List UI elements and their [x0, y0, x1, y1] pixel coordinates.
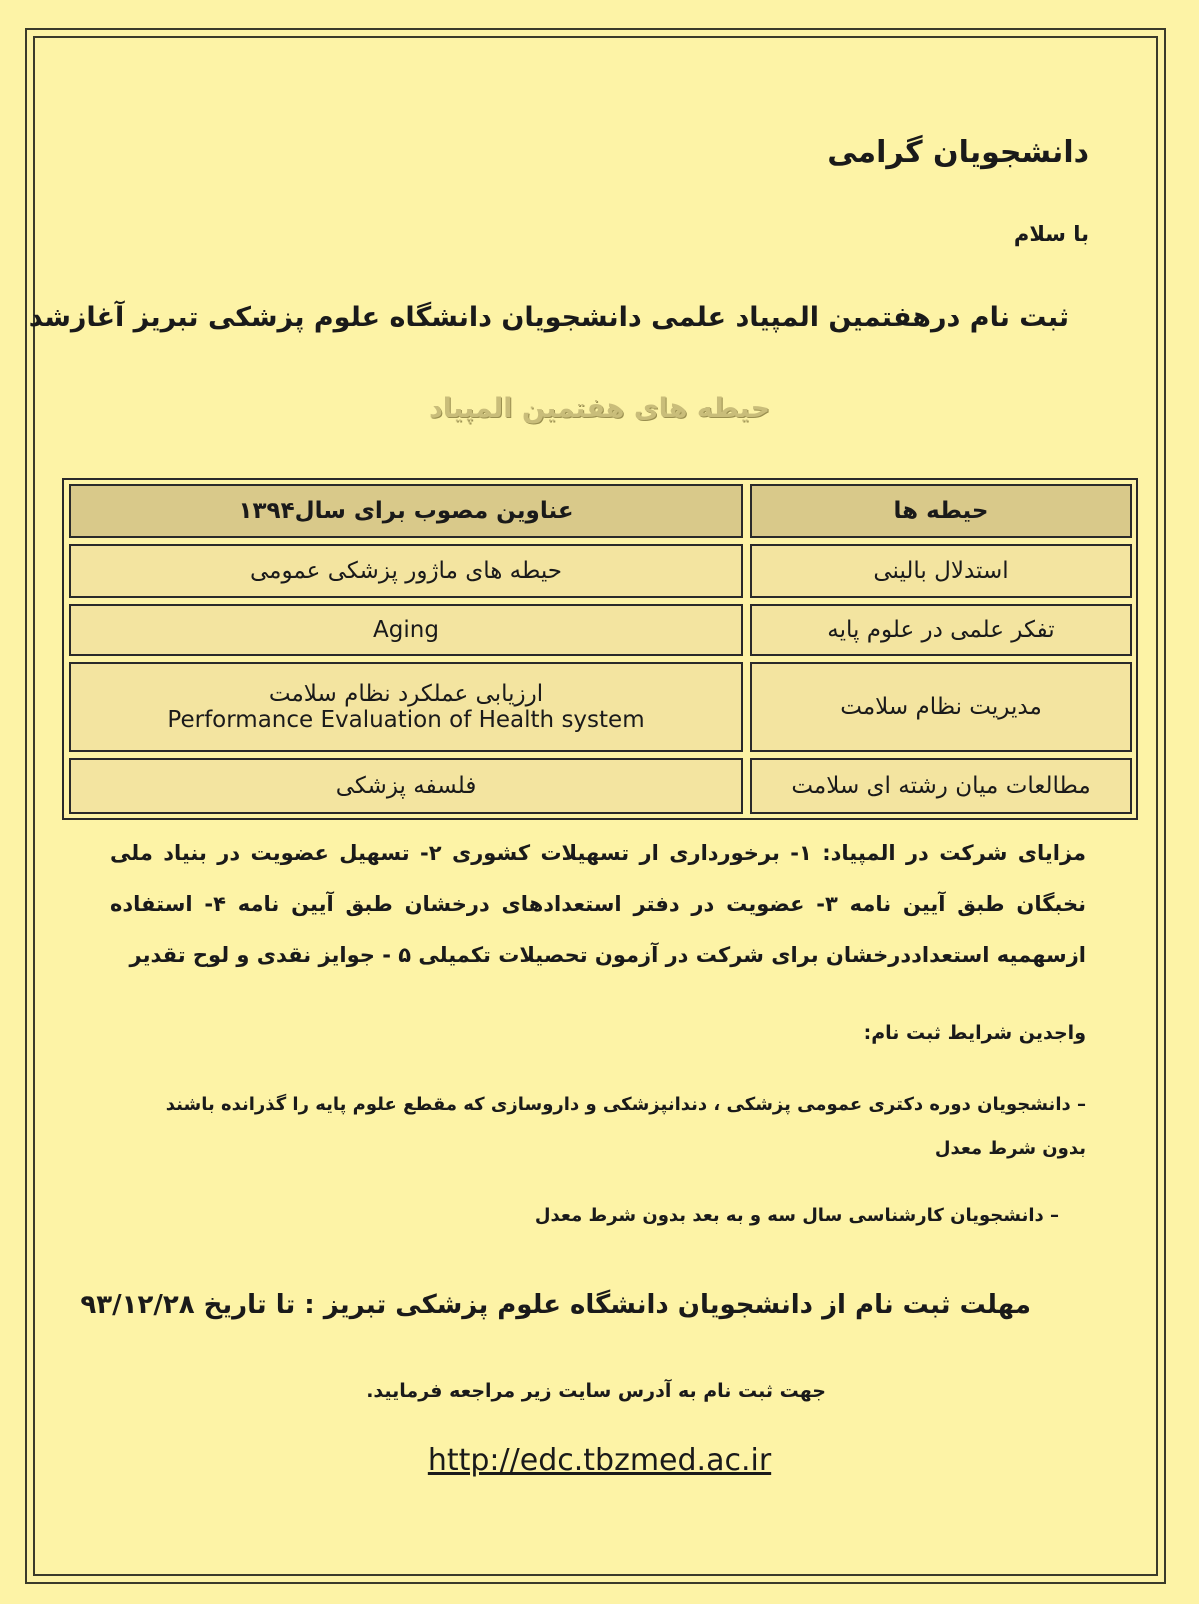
table-row [68, 604, 1132, 656]
domain-label: تفکر علمی در علوم پایه [827, 617, 1055, 643]
topic-cell [69, 758, 743, 814]
instructions: جهت ثبت نام به آدرس سایت زیر مراجعه فرمایید. [366, 1380, 826, 1402]
domains-table [62, 478, 1138, 820]
deadline: مهلت ثبت نام از دانشجویان دانشگاه علوم پزشکی تبریز : تا تاریخ ۹۳/۱۲/۲۸ [80, 1290, 1031, 1320]
section-title: حیطه های هفتمین المپیاد [428, 393, 771, 424]
topic-label: Aging [373, 617, 439, 643]
topic-cell [69, 544, 743, 598]
domain-cell [750, 604, 1132, 656]
table-header-domain-label: حیطه ها [893, 498, 989, 524]
topic-cell [69, 662, 743, 752]
domain-cell [750, 662, 1132, 752]
domain-label: استدلال بالینی [873, 558, 1009, 584]
topic-cell [69, 604, 743, 656]
domain-cell [750, 758, 1132, 814]
condition-item: – دانشجویان دوره دکتری عمومی پزشکی ، دندانپزشکی و داروسازی که مقطع علوم پایه را گذرانده باشند بدون شرط معدل [165, 1094, 1086, 1159]
domain-label: مدیریت نظام سلامت [840, 694, 1042, 720]
greeting: با سلام [1013, 222, 1089, 246]
table-header-row [68, 484, 1132, 538]
table-header-topic-label: عناوین مصوب برای سال۱۳۹۴ [238, 498, 574, 524]
benefits-paragraph: مزایای شرکت در المپیاد: ۱- برخورداری ار تسهیلات کشوری ۲- تسهیل عضویت در بنیاد ملی نخبگان طبق آیین نامه ۳- عضویت در دفتر استعدادهای درخشان طبق آیین نامه ۴- استفاده ازسهمیه استعداددرخشان برای شرکت در آزمون تحصیلات تکمیلی ۵ - جوایز نقدی و لوح تقدیر [110, 841, 1087, 967]
topic-label: ارزیابی عملکرد نظام سلامت [268, 681, 544, 707]
topic-label: فلسفه پزشکی [335, 773, 477, 799]
domain-cell [750, 544, 1132, 598]
topic-english-label: Performance Evaluation of Health system [167, 707, 645, 733]
conditions-title: واجدین شرایط ثبت نام: [863, 1022, 1086, 1044]
table-row [68, 544, 1132, 598]
headline: ثبت نام درهفتمین المپیاد علمی دانشجویان دانشگاه علوم پزشکی تبریز آغازشد [28, 302, 1069, 333]
condition-item: – دانشجویان کارشناسی سال سه و به بعد بدون شرط معدل [534, 1205, 1059, 1226]
topic-label: حیطه های ماژور پزشکی عمومی [249, 558, 563, 584]
registration-link[interactable]: http://edc.tbzmed.ac.ir [427, 1443, 772, 1478]
table-row [68, 758, 1132, 814]
table-header-topic [69, 484, 743, 538]
domain-label: مطالعات میان رشته ای سلامت [791, 773, 1091, 799]
table-row [68, 662, 1132, 752]
table-header-domain [750, 484, 1132, 538]
salutation: دانشجویان گرامی [827, 135, 1089, 170]
